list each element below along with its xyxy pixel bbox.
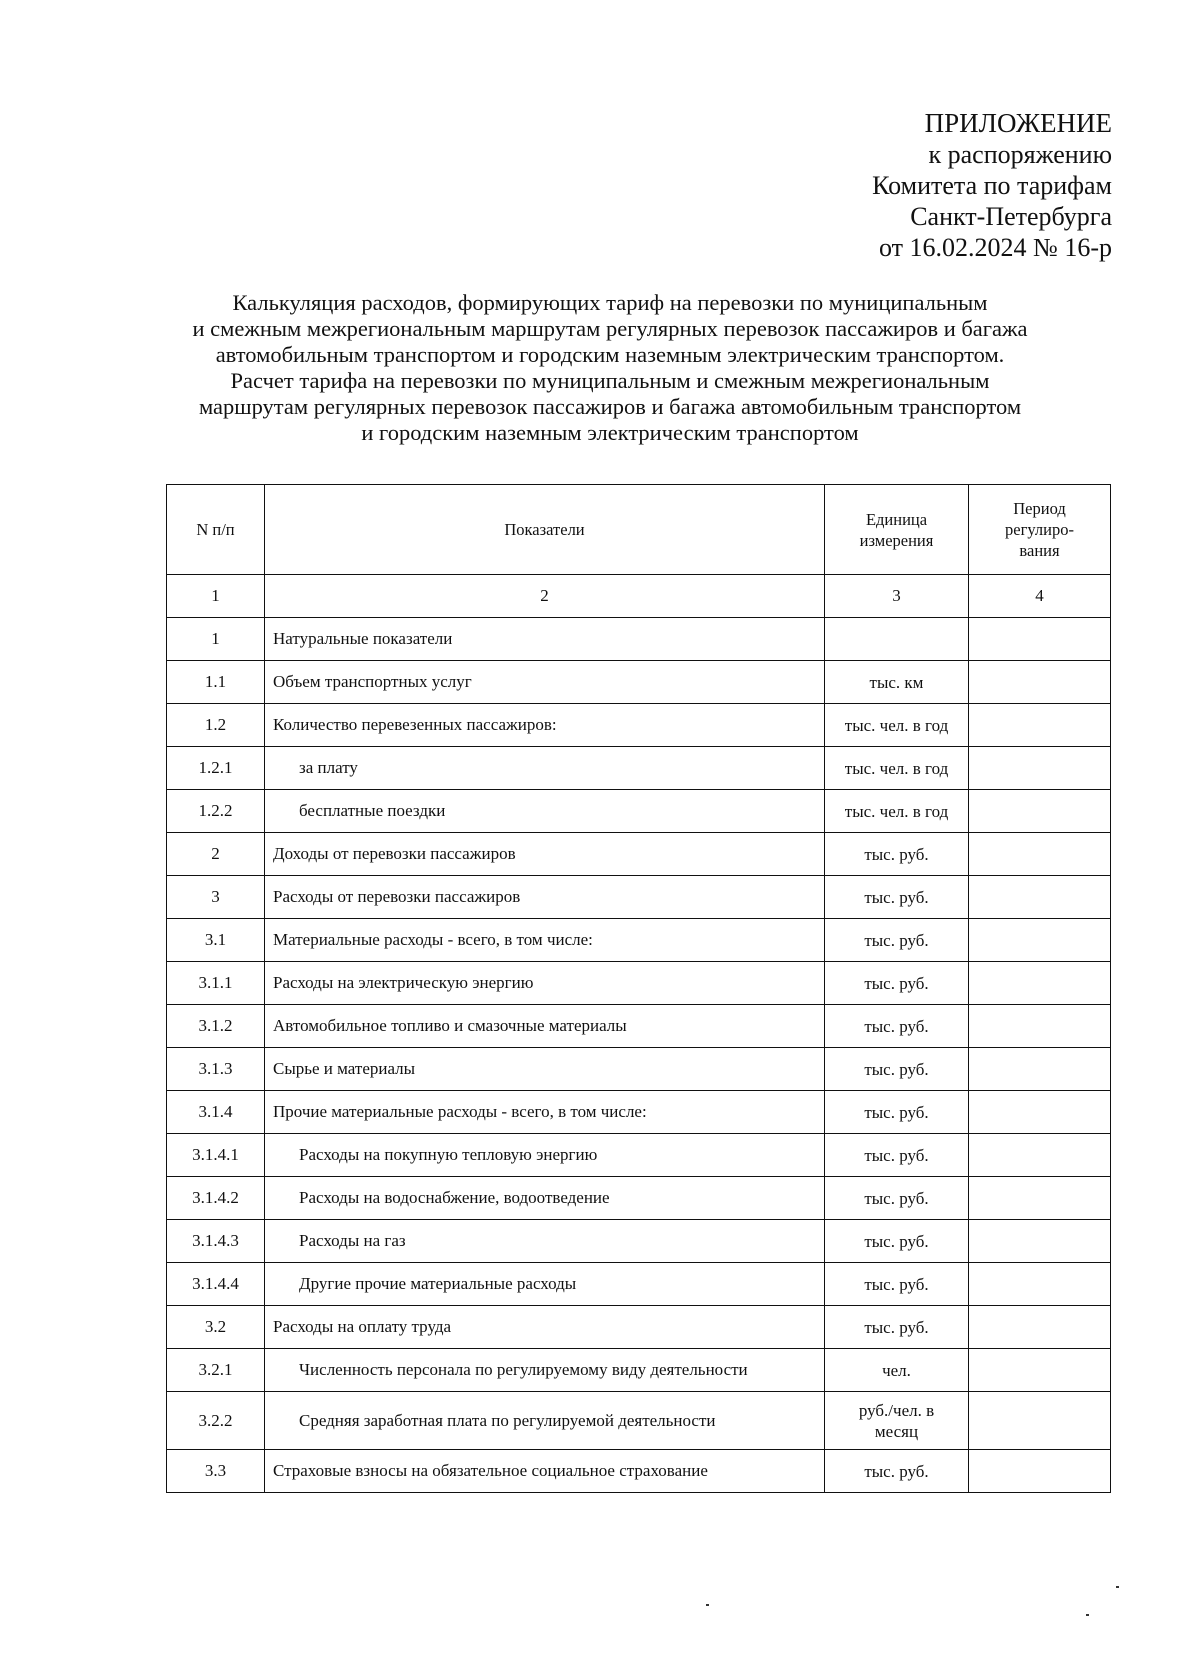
table-row: [167, 1005, 1111, 1048]
row-number: 3.2.1: [167, 1349, 265, 1392]
row-indicator: Расходы на водоснабжение, водоотведение: [265, 1177, 825, 1220]
row-number: 1.2.1: [167, 747, 265, 790]
table-row: [167, 618, 1111, 661]
column-number-row: [167, 575, 1111, 618]
row-period-value: [969, 1306, 1111, 1349]
table-row: [167, 1048, 1111, 1091]
scan-dot: [706, 1604, 709, 1606]
title-line: Расчет тарифа на перевозки по муниципальным и смежным межрегиональным: [230, 368, 990, 393]
row-unit: тыс. руб.: [825, 1048, 969, 1091]
column-number: 2: [265, 575, 825, 618]
row-indicator: Средняя заработная плата по регулируемой деятельности: [265, 1392, 825, 1450]
row-unit: тыс. км: [825, 661, 969, 704]
row-indicator: Расходы на газ: [265, 1220, 825, 1263]
column-number: 1: [167, 575, 265, 618]
row-number: 3.1.4.2: [167, 1177, 265, 1220]
header-period-line: регулиро-: [1005, 520, 1074, 539]
appendix-line: Комитета по тарифам: [872, 171, 1112, 200]
row-number: 3.1.4.3: [167, 1220, 265, 1263]
row-period-value: [969, 962, 1111, 1005]
table-row: [167, 1450, 1111, 1493]
row-number: 3.1: [167, 919, 265, 962]
row-indicator: Сырье и материалы: [265, 1048, 825, 1091]
row-period-value: [969, 1392, 1111, 1450]
row-unit: тыс. руб.: [825, 1450, 969, 1493]
row-number: 3.3: [167, 1450, 265, 1493]
row-number: 3.1.2: [167, 1005, 265, 1048]
row-unit: тыс. руб.: [825, 962, 969, 1005]
title-line: автомобильным транспортом и городским наземным электрическим транспортом.: [215, 342, 1005, 367]
row-indicator: Расходы на оплату труда: [265, 1306, 825, 1349]
row-period-value: [969, 1263, 1111, 1306]
row-unit-line: руб./чел. в: [858, 1400, 935, 1420]
row-unit: тыс. руб.: [825, 833, 969, 876]
scan-dot: [1086, 1614, 1089, 1616]
row-indicator: Количество перевезенных пассажиров:: [265, 704, 825, 747]
table-row: [167, 1349, 1111, 1392]
row-number: 3: [167, 876, 265, 919]
row-period-value: [969, 790, 1111, 833]
row-number: 3.1.4.1: [167, 1134, 265, 1177]
table-body: [167, 485, 1111, 1493]
appendix-line: к распоряжению: [928, 140, 1112, 169]
header-indicator: Показатели: [265, 485, 825, 575]
table-row: [167, 876, 1111, 919]
row-indicator: Расходы на покупную тепловую энергию: [265, 1134, 825, 1177]
header-unit: [825, 485, 969, 575]
row-number: 3.1.3: [167, 1048, 265, 1091]
appendix-date: от 16.02.2024 № 16-р: [879, 233, 1112, 262]
row-period-value: [969, 1450, 1111, 1493]
table-row: [167, 1134, 1111, 1177]
header-period-line: вания: [1019, 541, 1060, 560]
row-number: 3.2.2: [167, 1392, 265, 1450]
row-indicator: Автомобильное топливо и смазочные материалы: [265, 1005, 825, 1048]
document-title: [120, 290, 1100, 446]
row-number: 1.2.2: [167, 790, 265, 833]
header-unit-line: измерения: [859, 530, 934, 550]
appendix-block: [872, 108, 1112, 263]
appendix-title: ПРИЛОЖЕНИЕ: [924, 108, 1112, 138]
row-unit: тыс. чел. в год: [825, 704, 969, 747]
row-period-value: [969, 1349, 1111, 1392]
appendix-line: Санкт-Петербурга: [910, 202, 1112, 231]
row-unit: [825, 1392, 969, 1450]
table-row: [167, 1306, 1111, 1349]
row-period-value: [969, 876, 1111, 919]
row-indicator: Натуральные показатели: [265, 618, 825, 661]
title-line: маршрутам регулярных перевозок пассажиров и багажа автомобильным транспортом: [198, 394, 1022, 419]
row-period-value: [969, 704, 1111, 747]
table-row: [167, 1177, 1111, 1220]
row-indicator: Страховые взносы на обязательное социальное страхование: [265, 1450, 825, 1493]
row-period-value: [969, 618, 1111, 661]
row-period-value: [969, 1177, 1111, 1220]
row-unit: [825, 618, 969, 661]
row-unit: тыс. руб.: [825, 1177, 969, 1220]
row-unit: тыс. руб.: [825, 919, 969, 962]
row-indicator: Доходы от перевозки пассажиров: [265, 833, 825, 876]
table-row: [167, 661, 1111, 704]
row-unit: тыс. руб.: [825, 1220, 969, 1263]
row-unit: тыс. руб.: [825, 1005, 969, 1048]
row-number: 1.2: [167, 704, 265, 747]
row-unit-line: месяц: [874, 1421, 919, 1441]
row-indicator: Расходы на электрическую энергию: [265, 962, 825, 1005]
table-row: [167, 919, 1111, 962]
row-indicator: за плату: [265, 747, 825, 790]
row-unit: тыс. руб.: [825, 1134, 969, 1177]
table-row: [167, 704, 1111, 747]
row-number: 1: [167, 618, 265, 661]
row-indicator: Прочие материальные расходы - всего, в том числе:: [265, 1091, 825, 1134]
table-row: [167, 747, 1111, 790]
title-line: и городским наземным электрическим транспортом: [361, 420, 859, 445]
header-period: [969, 485, 1111, 575]
row-unit: тыс. руб.: [825, 876, 969, 919]
scan-dot: [1116, 1586, 1119, 1588]
row-indicator: Численность персонала по регулируемому виду деятельности: [265, 1349, 825, 1392]
row-period-value: [969, 1091, 1111, 1134]
row-indicator: Объем транспортных услуг: [265, 661, 825, 704]
table-row: [167, 1263, 1111, 1306]
header-unit-line: Единица: [865, 509, 928, 529]
row-period-value: [969, 1220, 1111, 1263]
title-line: Калькуляция расходов, формирующих тариф на перевозки по муниципальным: [232, 290, 988, 315]
row-number: 1.1: [167, 661, 265, 704]
table-row: [167, 1220, 1111, 1263]
row-number: 3.2: [167, 1306, 265, 1349]
row-period-value: [969, 1134, 1111, 1177]
table-row: [167, 962, 1111, 1005]
header-num: N п/п: [167, 485, 265, 575]
row-period-value: [969, 1048, 1111, 1091]
row-unit: тыс. руб.: [825, 1091, 969, 1134]
calculation-table: [166, 484, 1111, 1493]
row-indicator: бесплатные поездки: [265, 790, 825, 833]
row-period-value: [969, 833, 1111, 876]
column-number: 3: [825, 575, 969, 618]
row-number: 2: [167, 833, 265, 876]
row-indicator: Другие прочие материальные расходы: [265, 1263, 825, 1306]
row-number: 3.1.4.4: [167, 1263, 265, 1306]
row-indicator: Материальные расходы - всего, в том числе:: [265, 919, 825, 962]
row-period-value: [969, 919, 1111, 962]
row-unit: тыс. чел. в год: [825, 747, 969, 790]
row-unit: чел.: [825, 1349, 969, 1392]
table-header-row: [167, 485, 1111, 575]
row-period-value: [969, 661, 1111, 704]
title-line: и смежным межрегиональным маршрутам регулярных перевозок пассажиров и багажа: [192, 316, 1028, 341]
row-unit: тыс. руб.: [825, 1306, 969, 1349]
table-row: [167, 833, 1111, 876]
row-number: 3.1.4: [167, 1091, 265, 1134]
row-unit: тыс. чел. в год: [825, 790, 969, 833]
table-row: [167, 790, 1111, 833]
row-period-value: [969, 1005, 1111, 1048]
row-number: 3.1.1: [167, 962, 265, 1005]
row-indicator: Расходы от перевозки пассажиров: [265, 876, 825, 919]
table-row: [167, 1091, 1111, 1134]
row-period-value: [969, 747, 1111, 790]
column-number: 4: [969, 575, 1111, 618]
row-unit: тыс. руб.: [825, 1263, 969, 1306]
header-period-line: Период: [1013, 499, 1066, 518]
table-row: [167, 1392, 1111, 1450]
